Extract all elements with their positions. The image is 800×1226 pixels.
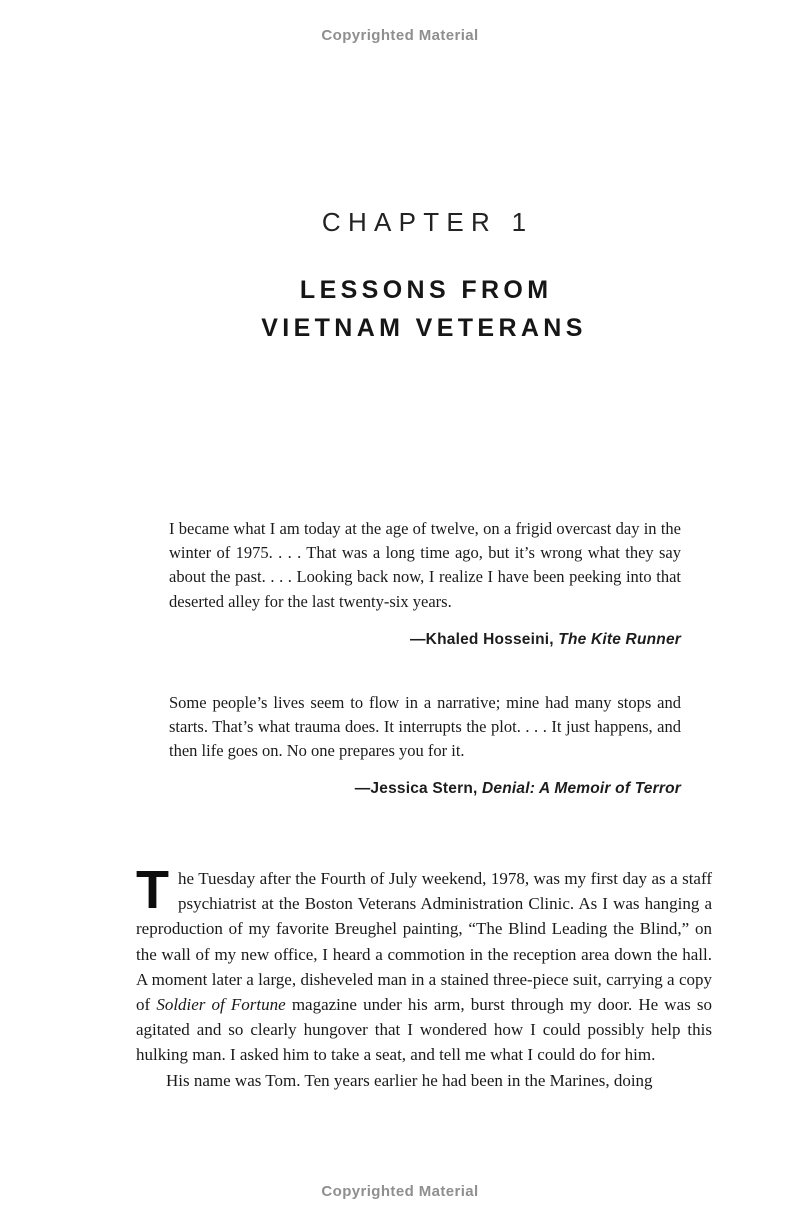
epigraph-kite-runner	[169, 517, 681, 649]
epigraph-denial	[169, 691, 681, 799]
epigraph-attribution	[169, 631, 681, 649]
attribution-author: —Jessica Stern,	[354, 780, 483, 798]
epigraph-attribution	[169, 780, 681, 798]
attribution-author: —Khaled Hosseini,	[409, 630, 559, 648]
magazine-title-italic: Soldier of Fortune	[156, 995, 286, 1015]
chapter-title	[136, 271, 712, 347]
epigraph-section	[169, 517, 681, 798]
chapter-number: CHAPTER 1	[321, 207, 534, 237]
copyright-notice-bottom: Copyrighted Material	[321, 1183, 479, 1200]
epigraph-quote-text: Some people’s lives seem to flow in a narrative; mine had many stops and starts. That’s what trauma does. It interrupts the plot. . . . It just happens, and then life goes on. No one prepares you for it.	[169, 692, 681, 761]
paragraph-text: he Tuesday after the Fourth of July weekend, 1978, was my first day as a staff psychiatrist at the Boston Veterans Administration Clinic. As I was hanging a reproduction of my favorite Breughel painting, “The Blind Leading the Blind,” on the wall of my new office, I heard a commotion in the reception area down the hall. A moment later a large, disheveled man in a stained three-piece suit, carrying a copy of	[136, 869, 712, 1015]
paragraph-tom-intro: His name was Tom. Ten years earlier he had been in the Marines, doing	[166, 1070, 653, 1090]
chapter-title-line2: VIETNAM VETERANS	[261, 314, 587, 342]
type-block	[136, 0, 712, 1226]
epigraph-quote-text: I became what I am today at the age of twelve, on a frigid overcast day in the winter of 1975. . . . That was a long time ago, but it’s wrong what they say about the past. . . . Looking back now, I realize I have been peeking into that deserted alley for the last twenty-six years.	[169, 519, 681, 611]
paragraph-opening	[136, 860, 712, 1068]
body-text	[136, 860, 712, 1093]
copyright-notice-top: Copyrighted Material	[321, 27, 479, 44]
attribution-book-title: The Kite Runner	[558, 630, 681, 648]
paragraph-text: magazine under his arm, burst through my door. He was so agitated and so clearly hungover that I wondered how I could possibly help this hulking man. I asked him to take a seat, and tell me what I could do for him.	[136, 995, 712, 1065]
chapter-title-line1: LESSONS FROM	[299, 276, 553, 304]
attribution-book-title: Denial: A Memoir of Terror	[482, 780, 681, 798]
drop-cap: T	[136, 860, 169, 920]
